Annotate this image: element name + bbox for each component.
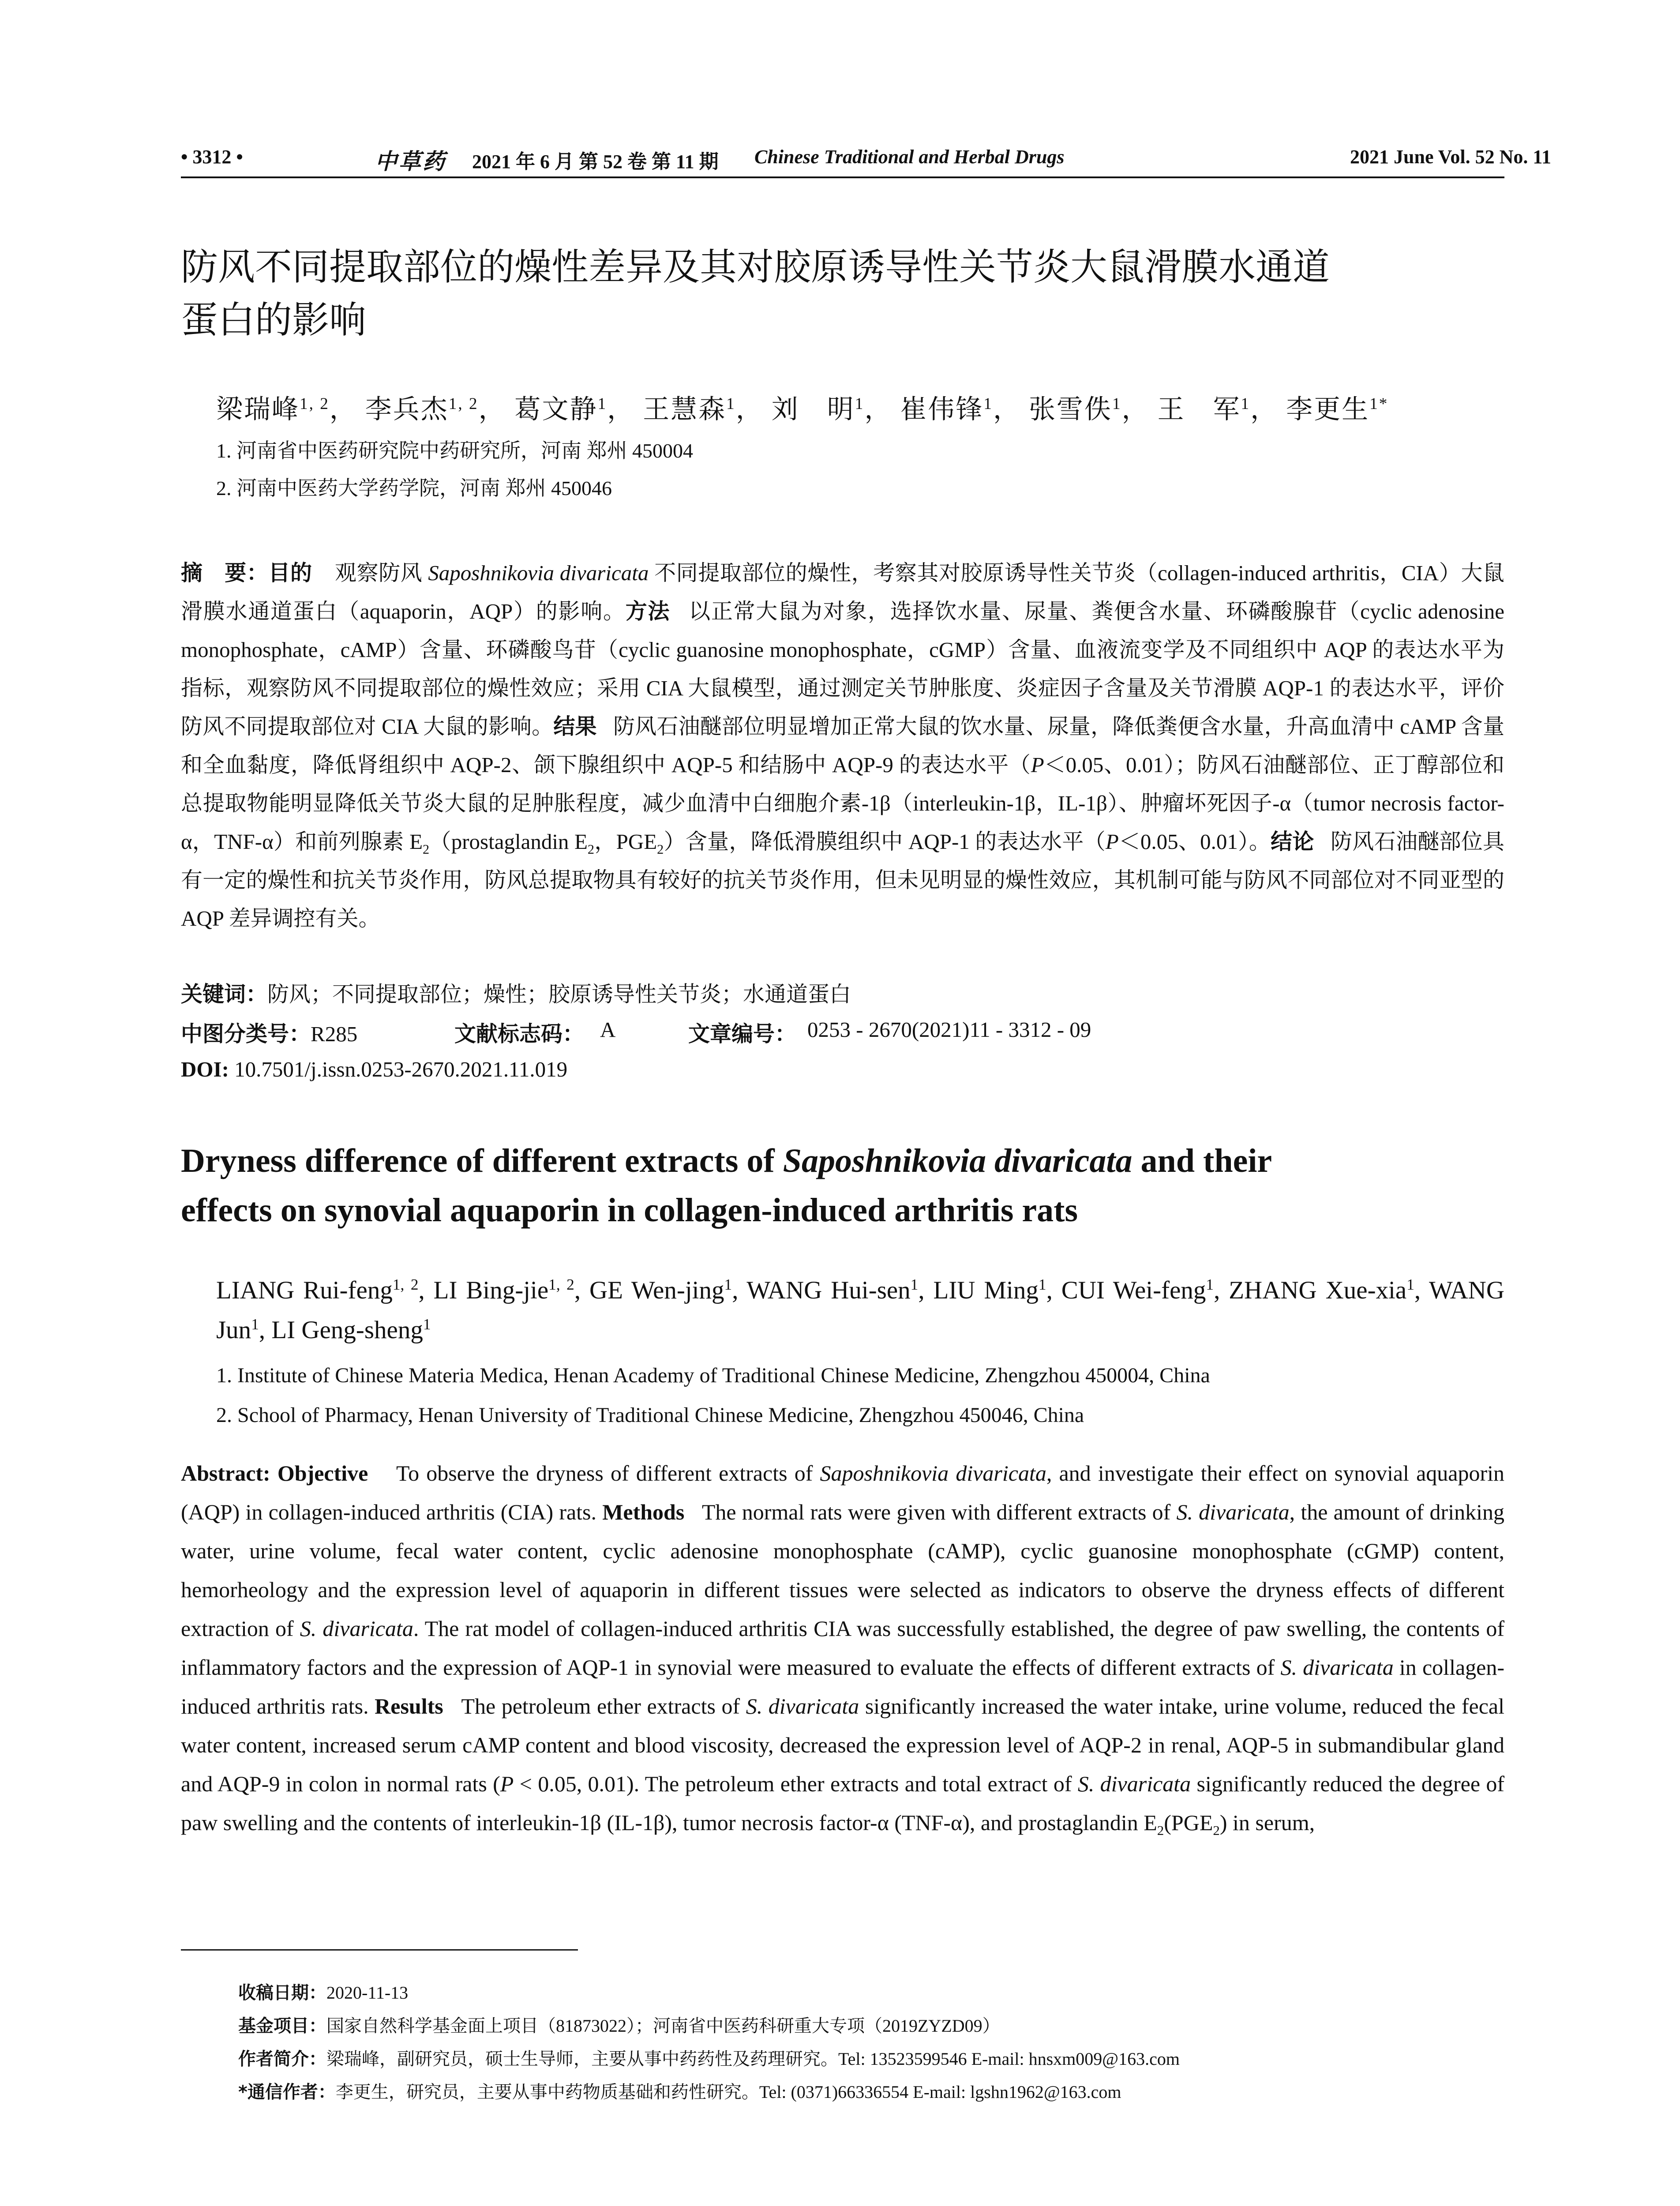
results-text: ）含量，降低滑膜组织中 AQP-1 的表达水平（ xyxy=(664,829,1106,854)
author-name: WANG Hui-sen xyxy=(746,1276,911,1304)
author-affil-mark: 1 xyxy=(1241,395,1251,413)
title-en-line xyxy=(181,1136,1504,1186)
author-name: LIANG Rui-feng xyxy=(216,1276,393,1304)
p-symbol: P xyxy=(1031,753,1044,777)
author-affil-mark: 1 xyxy=(726,395,736,413)
author-affil-mark: 1 xyxy=(1112,395,1122,413)
objective-label: 目的 xyxy=(268,560,312,585)
methods-label: Methods xyxy=(602,1500,685,1524)
subscript: 2 xyxy=(1157,1823,1164,1838)
results-text: （prostaglandin E xyxy=(429,829,588,854)
abstract-label: 摘 要： xyxy=(181,560,269,585)
author-name: 崔伟锋 xyxy=(900,395,984,424)
conclusion-label: 结论 xyxy=(1271,829,1314,854)
footnote-corresponding xyxy=(238,2078,1504,2103)
abstract-en xyxy=(181,1454,1504,1842)
title-en-text: Dryness difference of different extracts of xyxy=(181,1142,783,1179)
results-label: 结果 xyxy=(553,714,597,739)
affiliation-en: 2. School of Pharmacy, Henan University of Traditional Chinese Medicine, Zhengzhou 450046, China xyxy=(216,1403,1084,1427)
author-affil-mark: 1 xyxy=(1206,1276,1214,1293)
author-name: ZHANG Xue-xia xyxy=(1229,1276,1407,1304)
author-name: WANG Jun xyxy=(216,1276,1504,1344)
objective-label: Objective xyxy=(277,1461,368,1486)
author-name: 李更生 xyxy=(1286,395,1370,424)
results-text: < 0.05, 0.01). The petroleum ether extracts and total extract of xyxy=(514,1771,1078,1796)
author-affil-mark: 1 xyxy=(855,395,865,413)
author-affil-mark: 1, 2 xyxy=(392,1276,419,1293)
author-name: GE Wen-jing xyxy=(589,1276,724,1304)
results-text: The petroleum ether extracts of xyxy=(461,1694,746,1718)
journal-name-cn: 中草药 xyxy=(375,149,446,174)
clc-label: 中图分类号： xyxy=(181,1021,311,1047)
affiliation-en: 1. Institute of Chinese Materia Medica, Henan Academy of Traditional Chinese Medicine, Zhengzhou 450004, China xyxy=(216,1364,1210,1387)
methods-text: in collagen-induced arthritis rats. xyxy=(181,1655,1504,1718)
results-text: significantly increased the water intake, urine volume, reduced the fecal water content, increased serum cAMP content and blood viscosity, decreased the expression level of AQP-2 in renal, AQP-5 in submandibular gland and AQP-9 in colon in normal rats ( xyxy=(181,1694,1504,1796)
species-name: S. divaricata xyxy=(1077,1771,1191,1796)
fund-value: 国家自然科学基金面上项目（81873022）；河南省中医药科研重大专项（2019ZYZD09） xyxy=(326,2016,1000,2036)
issue-cn: 2021 年 6 月 第 52 卷 第 11 期 xyxy=(472,151,719,173)
conclusion-text: 防风石油醚部位具有一定的燥性和抗关节炎作用，防风总提取物具有较好的抗关节炎作用，但未见明显的燥性效应，其机制可能与防风不同部位对不同亚型的 AQP 差异调控有关。 xyxy=(181,829,1504,930)
species-name: S. divaricata xyxy=(1280,1655,1394,1680)
title-en-line: effects on synovial aquaporin in collagen-induced arthritis rats xyxy=(181,1192,1078,1229)
author-affil-mark: 1, 2 xyxy=(300,395,330,413)
classification-line xyxy=(181,1017,1504,1048)
subscript: 2 xyxy=(423,841,430,857)
title-en xyxy=(181,1136,1504,1235)
corresponding-value: 李更生，研究员，主要从事中药物质基础和药性研究。Tel: (0371)66336554 E-mail: lgshn1962@163.com xyxy=(335,2082,1121,2102)
keywords-text: 防风；不同提取部位；燥性；胶原诱导性关节炎；水通道蛋白 xyxy=(267,982,851,1006)
footnote-fund xyxy=(238,2012,1504,2037)
author-name: LIU Ming xyxy=(933,1276,1039,1304)
author-name: 张雪佚 xyxy=(1028,395,1112,424)
subscript: 2 xyxy=(1213,1823,1220,1838)
objective-text: , and investigate their effect on synovial aquaporin (AQP) in collagen-induced arthritis (CIA) rats. xyxy=(181,1461,1504,1524)
title-en-text: and their xyxy=(1132,1142,1272,1179)
author-name: LI Geng-sheng xyxy=(271,1316,423,1344)
results-text: significantly reduced the degree of paw swelling and the contents of interleukin-1β (IL-1β), tumor necrosis factor-α (TNF-α), and prostaglandin E xyxy=(181,1771,1504,1835)
authors-en: LIANG Rui-feng$^{1, 2}$, LI Bing-jie$^{1, 2}$, GE Wen-jing$^1$, WANG Hui-sen$^1$, LIU Ming$^1$, CUI Wei-feng$^1$, ZHANG Xue-xia$^1$, WANG Jun$^1$, LI Geng-sheng$^1$ xyxy=(216,1276,1504,1344)
species-name: S. divaricata xyxy=(300,1616,413,1641)
footnote-author xyxy=(238,2045,1504,2070)
title-cn-line: 防风不同提取部位的燥性差异及其对胶原诱导性关节炎大鼠滑膜水通道 xyxy=(181,245,1330,289)
footnote-rule xyxy=(181,1949,578,1951)
footnote-received xyxy=(238,1979,1504,2004)
author-name: 梁瑞峰 xyxy=(216,395,300,424)
results-text: ＜0.05、0.01）。 xyxy=(1118,829,1271,854)
species-name: S. divaricata xyxy=(1176,1500,1290,1524)
author-name: CUI Wei-feng xyxy=(1061,1276,1206,1304)
methods-text: The normal rats were given with different extracts of xyxy=(701,1500,1177,1524)
results-text: (PGE xyxy=(1164,1810,1213,1835)
subscript: 2 xyxy=(657,841,664,857)
author-affil-mark: 1 xyxy=(910,1276,919,1293)
objective-text: To observe the dryness of different extracts of xyxy=(396,1461,820,1486)
author-name: 葛文静 xyxy=(514,395,598,424)
methods-label: 方法 xyxy=(625,599,671,624)
title-en-species: Saposhnikovia divaricata xyxy=(783,1142,1132,1179)
author-name: LI Bing-jie xyxy=(433,1276,549,1304)
methods-text: , the amount of drinking water, urine volume, fecal water content, cyclic adenosine monophosphate (cAMP), cyclic guanosine monophosphate (cGMP) content, hemorheology and the expression level of aquaporin in different tissues were selected as indicators to observe the dryness effects of different extraction of xyxy=(181,1500,1504,1641)
title-cn xyxy=(181,240,1504,346)
author-name: 李兵杰 xyxy=(365,395,449,424)
objective-text: 不同提取部位的燥性，考察其对胶原诱导性关节炎（collagen-induced arthritis，CIA）大鼠滑膜水通道蛋白（aquaporin，AQP）的影响。 xyxy=(181,561,1504,623)
results-text: ) in serum, xyxy=(1219,1810,1315,1835)
doc-code-value: A xyxy=(600,1017,616,1042)
author-affil-mark: 1 xyxy=(1038,1276,1046,1293)
journal-name-en: Chinese Traditional and Herbal Drugs xyxy=(754,146,1065,168)
author-affil-mark: 1 xyxy=(724,1276,732,1293)
objective-text: 观察防风 xyxy=(335,561,428,585)
doi-label: DOI: xyxy=(181,1057,229,1081)
fund-label: 基金项目： xyxy=(238,2016,326,2036)
abstract-cn xyxy=(181,554,1504,938)
author-affil-mark: 1* xyxy=(1369,395,1389,413)
affiliation-cn: 2. 河南中医药大学药学院，河南 郑州 450046 xyxy=(216,477,612,499)
methods-text: 以正常大鼠为对象，选择饮水量、尿量、粪便含水量、环磷酸腺苷（cyclic adenosine monophosphate，cAMP）含量、环磷酸鸟苷（cyclic guanosine monophosphate，cGMP）含量、血液流变学及不同组织中 AQP 的表达水平为指标，观察防风不同提取部位的燥性效应；采用 CIA 大鼠模型，通过测定关节肿胀度、炎症因子含量及关节滑膜 AQP-1 的表达水平，评价防风不同提取部位对 CIA 大鼠的影响。 xyxy=(181,599,1504,739)
author-affil-mark: 1 xyxy=(251,1316,259,1333)
header-rule xyxy=(181,176,1504,178)
clc-value: R285 xyxy=(311,1022,358,1046)
received-value: 2020-11-13 xyxy=(326,1983,409,2003)
results-text: ＜0.05、0.01）；防风石油醚部位、正丁醇部位和总提取物能明显降低关节炎大鼠的足肿胀程度，减少血清中白细胞介素-1β（interleukin-1β，IL-1β）、肿瘤坏死因子-α（tumor necrosis factor-α，TNF-α）和前列腺素 E xyxy=(181,753,1504,854)
author-affil-mark: 1, 2 xyxy=(548,1276,574,1293)
corresponding-label: *通信作者： xyxy=(238,2082,336,2102)
results-text: ，PGE xyxy=(594,829,657,854)
issue-en: 2021 June Vol. 52 No. 11 xyxy=(1350,146,1551,168)
title-cn-line: 蛋白的影响 xyxy=(181,298,367,341)
author-bio-value: 梁瑞峰，副研究员，硕士生导师，主要从事中药药性及药理研究。Tel: 13523599546 E-mail: hnsxm009@163.com xyxy=(326,2049,1180,2069)
author-affil-mark: 1, 2 xyxy=(448,395,479,413)
species-name: Saposhnikovia divaricata xyxy=(428,561,649,585)
author-name: 王慧森 xyxy=(643,395,727,424)
results-text: 防风石油醚部位明显增加正常大鼠的饮水量、尿量，降低粪便含水量，升高血清中 cAMP 含量和全血黏度，降低肾组织中 AQP-2、颌下腺组织中 AQP-5 和结肠中 AQP-9 的表达水平（ xyxy=(181,714,1504,777)
doi-line xyxy=(181,1057,1504,1082)
author-affil-mark: 1 xyxy=(1406,1276,1414,1293)
p-symbol: P xyxy=(1105,829,1119,854)
doc-code-label: 文献标志码： xyxy=(454,1021,585,1047)
received-label: 收稿日期： xyxy=(238,1983,326,2003)
keywords-label: 关键词： xyxy=(181,982,268,1007)
author-affil-mark: 1 xyxy=(597,395,608,413)
species-name: S. divaricata xyxy=(746,1694,859,1718)
author-affil-mark: 1 xyxy=(423,1316,431,1333)
abstract-label: Abstract: xyxy=(181,1461,270,1486)
author-name: 王 军 xyxy=(1157,395,1241,424)
author-name: 刘 明 xyxy=(771,395,855,424)
running-header xyxy=(181,141,1551,176)
affiliation-cn: 1. 河南省中医药研究院中药研究所，河南 郑州 450004 xyxy=(216,439,693,462)
article-number-label: 文章编号： xyxy=(688,1021,797,1047)
species-name: Saposhnikovia divaricata xyxy=(820,1461,1046,1486)
keywords-cn xyxy=(181,977,1504,1008)
p-symbol: P xyxy=(500,1771,514,1796)
doi-value[interactable]: 10.7501/j.issn.0253-2670.2021.11.019 xyxy=(234,1057,568,1081)
methods-text: . The rat model of collagen-induced arthritis CIA was successfully established, the degree of paw swelling, the contents of inflammatory factors and the expression of AQP-1 in synovial were measured to evaluate the effects of different extracts of xyxy=(181,1616,1504,1680)
author-affil-mark: 1 xyxy=(983,395,993,413)
page-number: • 3312 • xyxy=(181,146,243,168)
authors-cn: 梁瑞峰$^{1, 2}$， 李兵杰$^{1, 2}$， 葛文静$^1$， 王慧森$^1$， 刘 明$^1$， 崔伟锋$^1$， 张雪佚$^1$， 王 军$^1$， 李更生$^{1*}$ xyxy=(216,395,1389,424)
author-bio-label: 作者简介： xyxy=(238,2049,326,2069)
article-number-value: 0253 - 2670(2021)11 - 3312 - 09 xyxy=(807,1017,1091,1042)
subscript: 2 xyxy=(587,841,595,857)
results-label: Results xyxy=(375,1694,443,1718)
